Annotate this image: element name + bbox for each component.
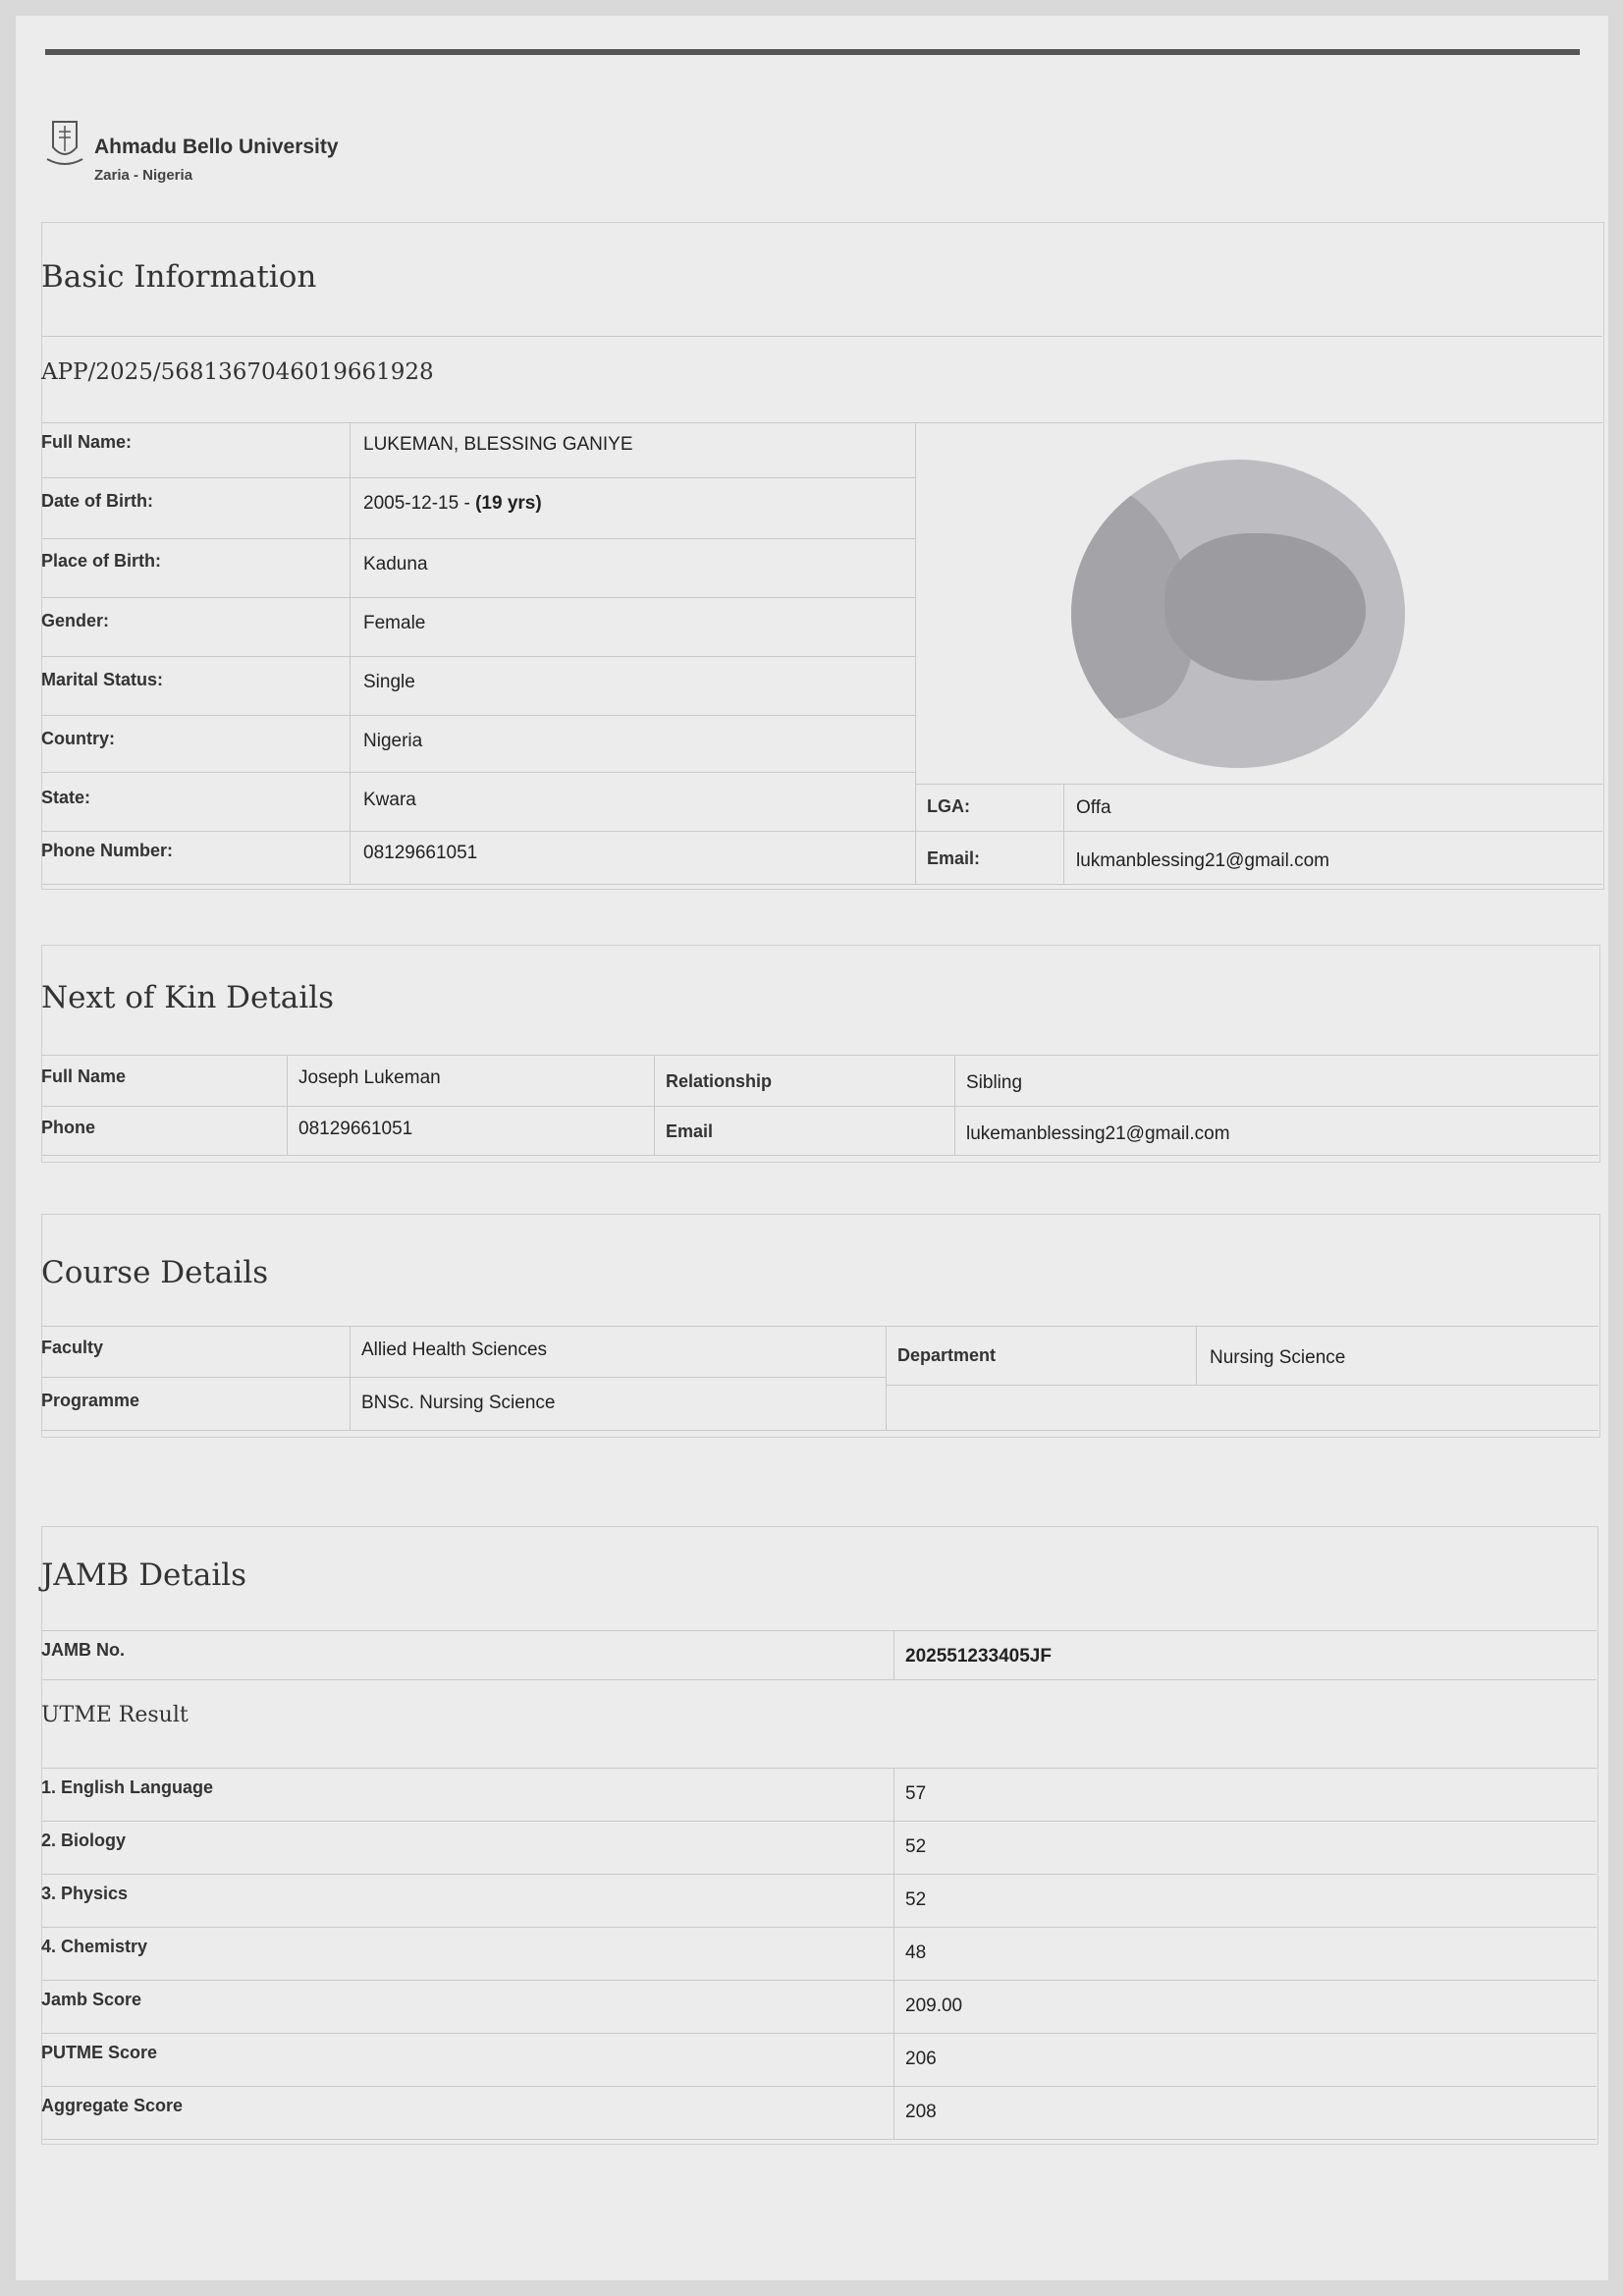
jamb-frame [41,1526,1598,2145]
utme-row-value: 57 [905,1783,927,1804]
jamb-no-value: 202551233405JF [905,1646,1052,1667]
divider [41,1821,1596,1822]
utme-row-label: PUTME Score [41,2043,158,2062]
top-rule [45,49,1580,55]
gender-value: Female [363,613,426,633]
pob-value: Kaduna [363,554,428,574]
divider [41,884,1602,885]
divider [41,422,1602,423]
kin-frame [41,945,1600,1163]
kin-title: Next of Kin Details [41,980,335,1015]
divider [1063,784,1064,884]
divider [41,772,915,773]
marital-label: Marital Status: [41,670,164,689]
divider [41,715,915,716]
divider [41,336,1602,337]
divider [41,538,915,539]
divider [41,2139,1596,2140]
divider [287,1055,288,1155]
phone-value: 08129661051 [363,843,478,863]
divider [41,1055,1598,1056]
jamb-no-label: JAMB No. [41,1640,125,1660]
photo-subject [1164,533,1366,681]
divider [915,784,1602,785]
divider [886,1326,887,1430]
university-name: Ahmadu Bello University [94,136,339,158]
divider [41,1106,1598,1107]
divider [350,422,351,884]
divider [41,656,915,657]
faculty-label: Faculty [41,1338,104,1357]
lga-value: Offa [1076,797,1111,818]
divider [886,1385,1598,1386]
kin-email-value: lukemanblessing21@gmail.com [966,1123,1230,1144]
divider [41,2086,1596,2087]
utme-row-value: 206 [905,2049,937,2069]
divider [41,1326,1598,1327]
divider [41,1679,1596,1680]
university-crest-icon [45,114,84,173]
basic-info-title: Basic Information [41,259,317,295]
divider [41,1980,1596,1981]
utme-row-value: 208 [905,2102,937,2122]
state-value: Kwara [363,790,416,810]
utme-row-label: 1. English Language [41,1777,214,1797]
divider [654,1055,655,1155]
dob-value [363,493,542,515]
divider [41,1630,1596,1631]
kin-phone-label: Phone [41,1118,96,1137]
full-name-value: LUKEMAN, BLESSING GANIYE [363,434,633,455]
full-name-label: Full Name: [41,432,133,452]
email-value: lukmanblessing21@gmail.com [1076,850,1329,871]
university-location: Zaria - Nigeria [94,167,193,184]
state-label: State: [41,788,91,807]
divider [954,1055,955,1155]
divider [915,422,916,884]
divider [41,831,1602,832]
email-label: Email: [927,848,981,868]
kin-relationship-label: Relationship [666,1071,773,1091]
kin-name-value: Joseph Lukeman [298,1067,441,1088]
gender-label: Gender: [41,611,110,630]
divider [41,1874,1596,1875]
department-label: Department [897,1345,997,1365]
divider [893,1768,894,2139]
divider [350,1326,351,1430]
utme-row-value: 209.00 [905,1995,963,2016]
pob-label: Place of Birth: [41,551,162,571]
department-value: Nursing Science [1210,1347,1346,1368]
utme-row-label: Jamb Score [41,1990,142,2009]
passport-photo [1071,460,1405,768]
kin-name-label: Full Name [41,1066,127,1086]
marital-value: Single [363,672,415,692]
age: (19 yrs) [475,493,542,514]
divider [41,1377,886,1378]
utme-row-value: 48 [905,1942,927,1963]
phone-label: Phone Number: [41,841,174,860]
faculty-value: Allied Health Sciences [361,1339,548,1360]
utme-row-label: 3. Physics [41,1884,129,1903]
utme-title: UTME Result [41,1703,189,1727]
course-title: Course Details [41,1255,269,1290]
utme-row-value: 52 [905,1836,927,1857]
divider [41,477,915,478]
divider [41,1768,1596,1769]
divider [893,1630,894,1679]
jamb-title: JAMB Details [41,1558,247,1593]
utme-row-label: 4. Chemistry [41,1937,148,1956]
country-label: Country: [41,729,115,748]
divider [1196,1326,1197,1385]
dob-date: 2005-12-15 - [363,493,476,514]
divider [41,1430,1598,1431]
utme-row-label: 2. Biology [41,1831,127,1850]
divider [41,597,915,598]
kin-phone-value: 08129661051 [298,1119,413,1139]
programme-value: BNSc. Nursing Science [361,1393,556,1413]
utme-row-value: 52 [905,1889,927,1910]
country-value: Nigeria [363,731,423,751]
kin-email-label: Email [666,1121,714,1141]
programme-label: Programme [41,1391,140,1410]
divider [41,2033,1596,2034]
application-number: APP/2025/5681367046019661928 [41,359,434,385]
kin-relationship-value: Sibling [966,1072,1023,1093]
divider [41,1155,1598,1156]
lga-label: LGA: [927,796,970,816]
divider [41,1927,1596,1928]
utme-row-label: Aggregate Score [41,2096,184,2115]
document-page [16,16,1608,2280]
dob-label: Date of Birth: [41,491,153,511]
